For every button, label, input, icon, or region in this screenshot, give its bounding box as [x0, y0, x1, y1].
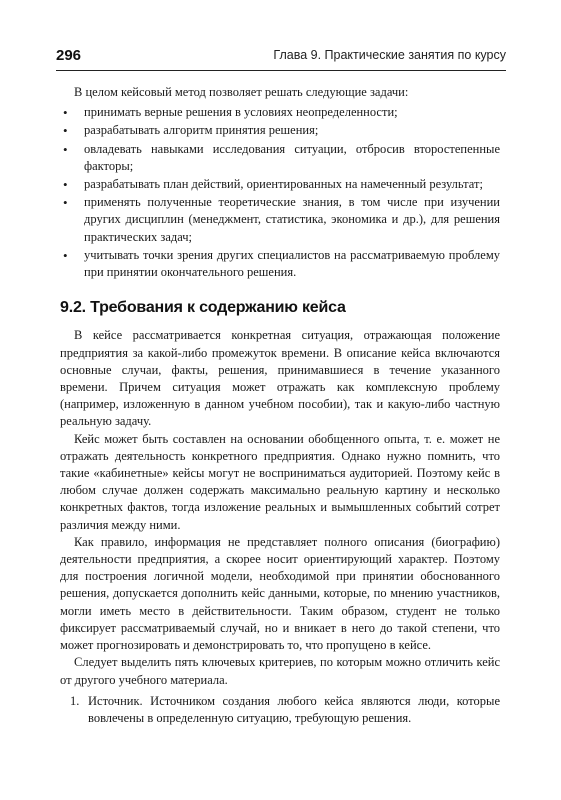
bullet-icon: • [63, 195, 68, 211]
bullet-icon: • [63, 177, 68, 193]
list-item [60, 104, 500, 121]
list-item [60, 247, 500, 281]
bullet-icon: • [63, 247, 68, 263]
criteria-list [60, 693, 500, 727]
bullet-icon: • [63, 123, 68, 139]
paragraph: Как правило, информация не представляет полного описания (биографию) деятельности предприятия, а скорее носит ориентирующий характер. Поэтому для построения логичной модели, необходимой при принятии обоснованного решения, допускается дополнить кейс данными, которые, по мнению участников, могли иметь место в действительности. Таким образом, студент не только фиксирует рассматриваемый случай, но и вникает в него до такой степени, что может прогнозировать и демонстрировать то, что пропущено в кейсе. [60, 534, 500, 653]
list-item-number: 1. [70, 693, 80, 708]
bullet-icon: • [63, 105, 68, 121]
paragraph: Кейс может быть составлен на основании обобщенного опыта, т. е. может не отражать деятельность конкретного предприятия. Однако нужно помнить, что такие «кабинетные» кейсы могут не восприниматься аудиторией. Поэтому кейс в любом случае должен содержать максимально реальную картину и несколько конкретных фактов, тогда изложение реальных и вымышленных событий сотрет различия между ними. [60, 431, 500, 532]
paragraph: Следует выделить пять ключевых критериев, по которым можно отличить кейс от другого учебного материала. [60, 655, 500, 687]
list-item-text: разрабатывать план действий, ориентированных на намеченный результат; [84, 177, 483, 192]
list-item [60, 176, 500, 193]
list-item-text: овладевать навыками исследования ситуации, отбросив второстепенные факторы; [84, 141, 500, 173]
tasks-list [60, 104, 500, 281]
list-item-text: принимать верные решения в условиях неопределенности; [84, 105, 398, 120]
paragraph: В кейсе рассматривается конкретная ситуация, отражающая положение предприятия за какой-либо промежуток времени. В описание кейса включаются основные случаи, факты, решения, принимавшиеся в течение указанного времени. Причем ситуация может отражать как комплексную проблему (например, изложенную в данном учебном пособии), так и какую-либо частную реальную задачу. [60, 328, 500, 429]
page-header [56, 44, 506, 71]
page-body [60, 84, 500, 727]
section-title: 9.2. Требования к содержанию кейса [60, 299, 346, 317]
bullet-icon: • [63, 141, 68, 157]
page-number: 296 [56, 47, 82, 64]
list-item-text: применять полученные теоретические знания, в том числе при изучении других дисциплин (менеджмент, статистика, экономика и др.), для решения практических задач; [84, 195, 500, 244]
list-item [60, 693, 500, 727]
list-item [60, 141, 500, 175]
running-head: Глава 9. Практические занятия по курсу [273, 48, 506, 62]
list-item-text: учитывать точки зрения других специалистов на рассматриваемую проблему при принятии окончательного решения. [84, 247, 500, 280]
list-item [60, 122, 500, 139]
list-item [60, 194, 500, 246]
list-item-text: разрабатывать алгоритм принятия решения; [84, 123, 319, 138]
list-item-text: Источник. Источником создания любого кейса являются люди, которые вовлечены в определенную ситуацию, требующую решения. [88, 693, 500, 725]
intro-paragraph: В целом кейсовый метод позволяет решать следующие задачи: [74, 85, 409, 99]
